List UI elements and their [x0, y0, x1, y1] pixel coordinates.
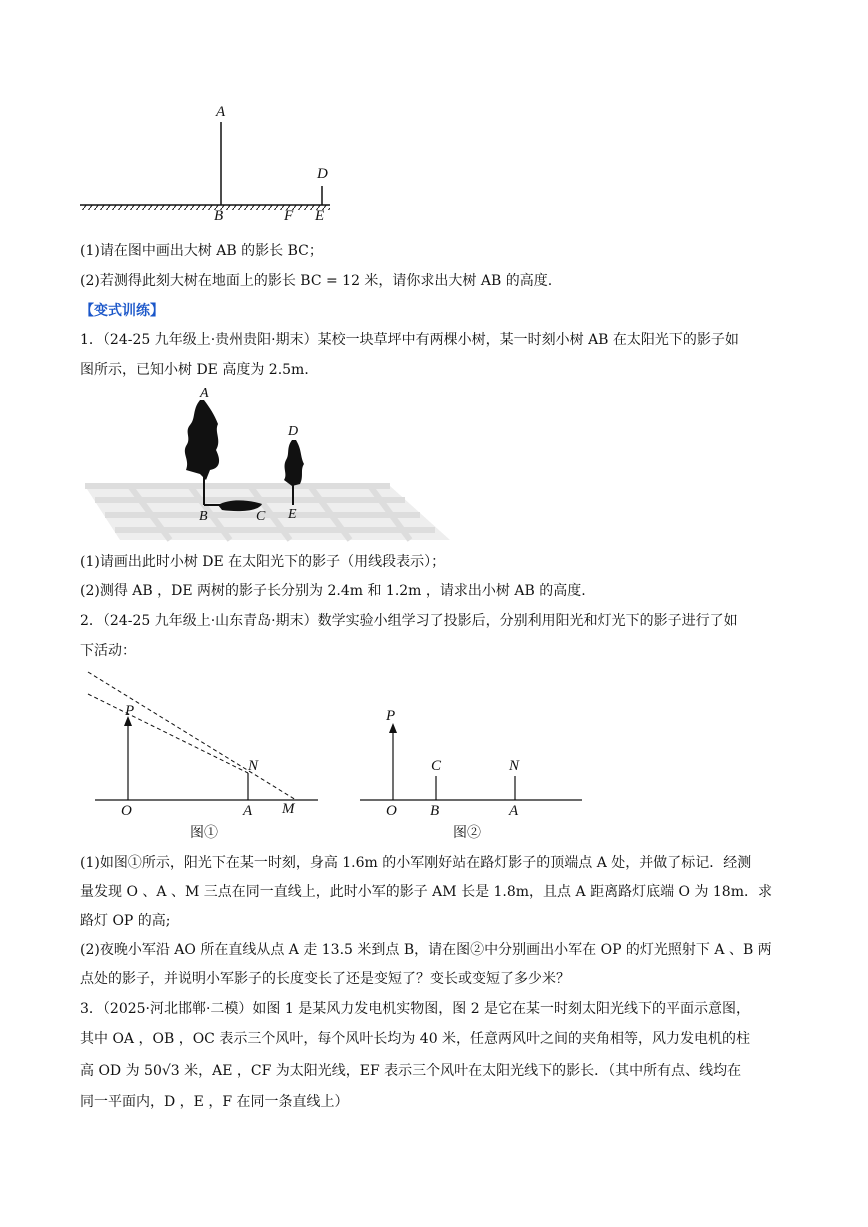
p1-line1: 1．（24-25 九年级上·贵州贵阳·期末）某校一块草坪中有两棵小树，某一时刻小树 AB 在太阳光下的影子如: [80, 332, 739, 348]
intro-q2: (2)若测得此刻大树在地面上的影长 BC = 12 米，请你求出大树 AB 的高度.: [80, 273, 553, 289]
fig2-label-b: B: [430, 803, 440, 819]
fig1-label-m: M: [282, 801, 295, 817]
p2-line1: 2．（24-25 九年级上·山东青岛·期末）数学实验小组学习了投影后，分别利用阳光和灯光下的影子进行了如: [80, 613, 738, 629]
label-e: E: [315, 208, 325, 224]
fig2-label-p: P: [386, 708, 396, 724]
p2-q1-l1: (1)如图①所示，阳光下在某一时刻，身高 1.6m 的小军刚好站在路灯影子的顶端点 A 处，并做了标记．经测: [80, 855, 752, 871]
p1-q2: (2)测得 AB ，DE 两树的影子长分别为 2.4m 和 1.2m ，请求出小树 AB 的高度.: [80, 583, 586, 599]
p1-label-d: D: [288, 424, 299, 439]
p3-line2: 其中 OA ，OB ，OC 表示三个风叶，每个风叶长均为 40 米，任意两风叶之间的夹角相等，风力发电机的柱: [80, 1031, 751, 1047]
p2-q2-l1: (2)夜晚小军沿 AO 所在直线从点 A 走 13.5 米到点 B，请在图②中分别画出小军在 OP 的灯光照射下 A 、B 两: [80, 942, 772, 958]
label-a: A: [216, 104, 226, 120]
p3-line4: 同一平面内，D ，E ，F 在同一条直线上）: [80, 1094, 349, 1110]
fig2-label-o: O: [386, 803, 397, 819]
p1-label-a: A: [200, 386, 209, 401]
p3-line3: 高 OD 为 50√3 米，AE ，CF 为太阳光线，EF 表示三个风叶在太阳光线下的影长．（其中所有点、线均在: [80, 1063, 742, 1079]
intro-q1: (1)请在图中画出大树 AB 的影长 BC；: [80, 243, 323, 259]
p1-label-c: C: [256, 509, 266, 524]
p2-q1-l2: 量发现 O 、A 、M 三点在同一直线上，此时小军的影子 AM 长是 1.8m，且点 A 距离路灯底端 O 为 18m．求: [80, 884, 772, 900]
p1-q1: (1)请画出此时小树 DE 在太阳光下的影子（用线段表示）；: [80, 554, 446, 570]
p1-label-b: B: [199, 509, 208, 524]
label-f: F: [284, 208, 294, 224]
p1-label-e: E: [288, 507, 297, 522]
fig2-caption: 图②: [453, 826, 481, 841]
fig2-label-n: N: [509, 758, 520, 774]
p2-line2: 下活动：: [80, 643, 136, 659]
p2-q1-l3: 路灯 OP 的高;: [80, 913, 171, 929]
section-title: 【变式训练】: [80, 303, 164, 319]
label-b: B: [214, 208, 224, 224]
fig1-label-n: N: [248, 758, 259, 774]
fig1-label-o: O: [121, 803, 132, 819]
p1-line2: 图所示，已知小树 DE 高度为 2.5m．: [80, 362, 319, 378]
p3-line1: 3．（2025·河北邯郸·二模）如图 1 是某风力发电机实物图，图 2 是它在某一时刻太阳光线下的平面示意图，: [80, 1001, 751, 1017]
p2-q2-l2: 点处的影子，并说明小军影子的长度变长了还是变短了？变长或变短了多少米？: [80, 971, 570, 987]
fig1-label-a: A: [243, 803, 253, 819]
fig1-label-p: P: [125, 703, 135, 719]
label-d: D: [317, 166, 328, 182]
fig2-label-a: A: [509, 803, 519, 819]
fig2-label-c: C: [431, 758, 442, 774]
fig1-caption: 图①: [190, 826, 218, 841]
